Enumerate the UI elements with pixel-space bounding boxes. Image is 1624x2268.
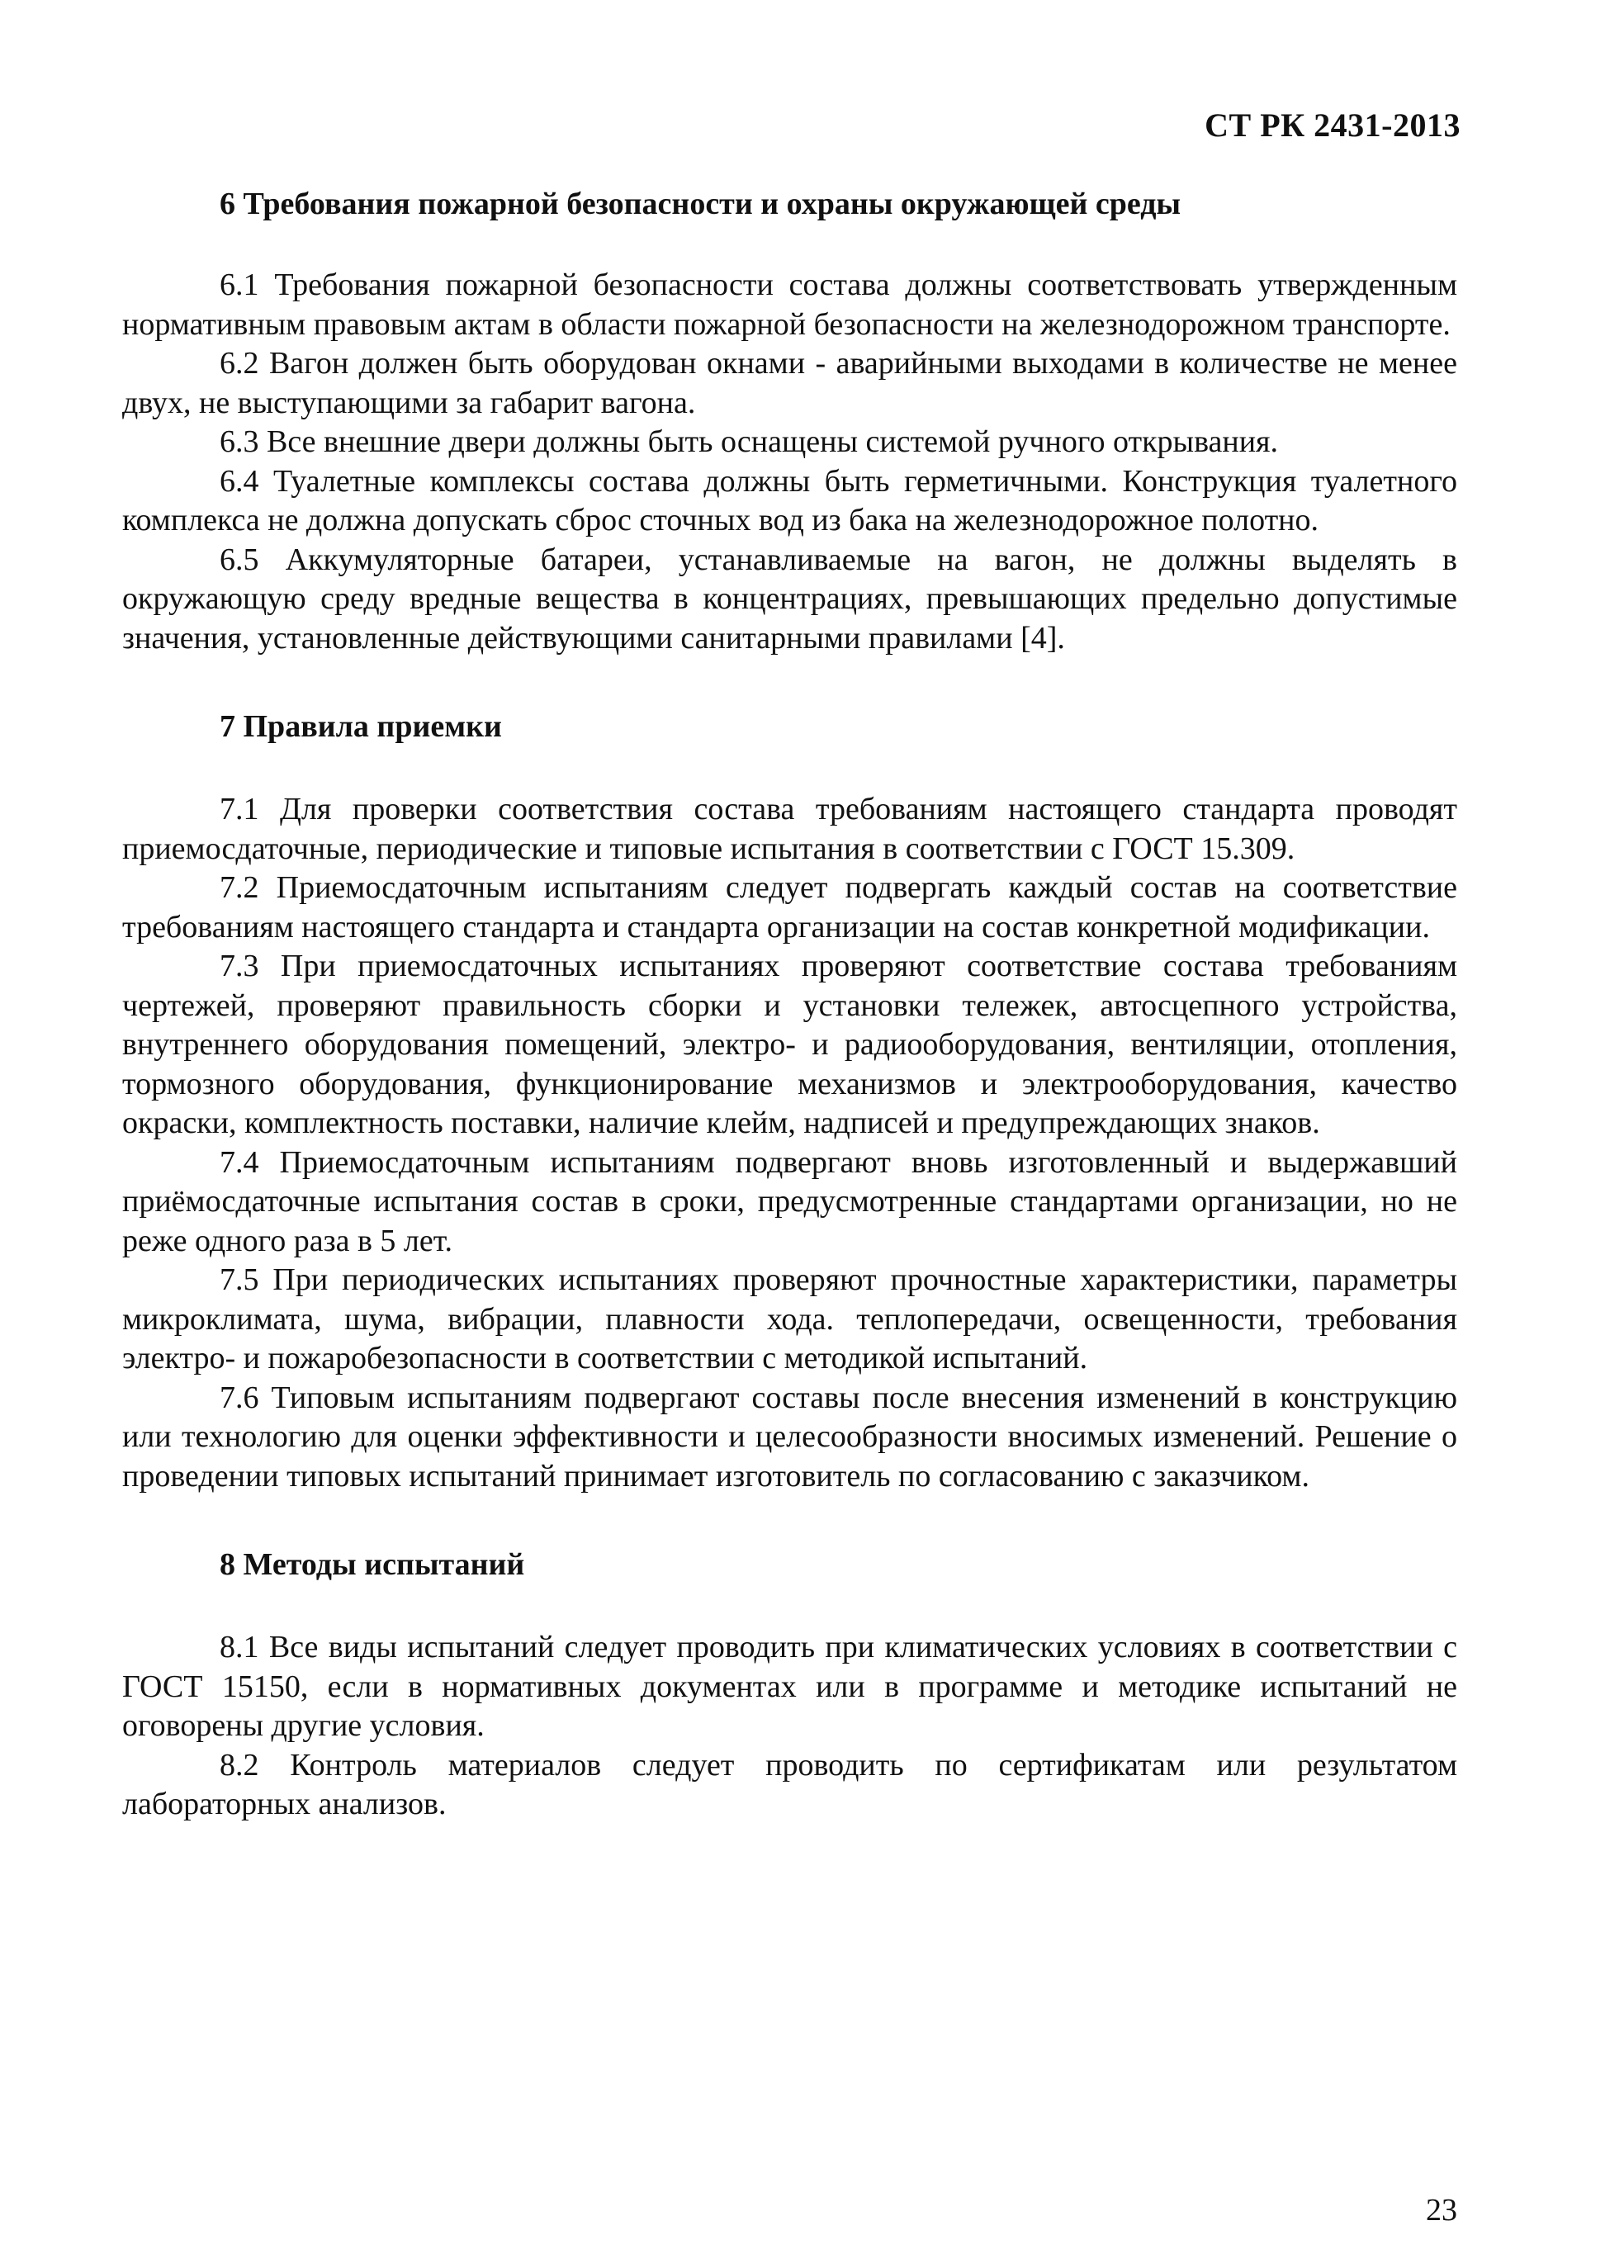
paragraph-7-6: 7.6 Типовым испытаниям подвергают составы после внесения изменений в конструкцию или технологию для оценки эффективности и целесообразности вносимых изменений. Решение о проведении типовых испытаний принимает изготовитель по согласованию с заказчиком. (122, 1380, 1457, 1494)
section-title-6: 6 Требования пожарной безопасности и охраны окружающей среды (220, 187, 1181, 221)
paragraph-8-1: 8.1 Все виды испытаний следует проводить при климатических условиях в соответствии с ГОСТ 15150, если в нормативных документах или в программе и методике испытаний не оговорены другие условия. (122, 1630, 1457, 1743)
paragraph-7-3: 7.3 При приемосдаточных испытаниях проверяют соответствие состава требованиям чертежей, проверяют правильность сборки и установки тележек, автосцепного устройства, внутреннего оборудования помещений, электро- и радиооборудования, вентиляции, отопления, тормозного оборудования, функционирование механизмов и электрооборудования, качество окраски, комплектность поставки, наличие клейм, надписей и предупреждающих знаков. (122, 949, 1457, 1140)
page-number: 23 (1426, 2193, 1457, 2228)
paragraph-7-2: 7.2 Приемосдаточным испытаниям следует подвергать каждый состав на соответствие требованиям настоящего стандарта и стандарта организации на состав конкретной модификации. (122, 870, 1457, 945)
document-body (122, 183, 1457, 1825)
paragraph-6-4: 6.4 Туалетные комплексы состава должны быть герметичными. Конструкция туалетного комплекса не должна допускать сброс сточных вод из бака на железнодорожное полотно. (122, 463, 1457, 537)
document-code-header: СТ РК 2431-2013 (1205, 107, 1461, 144)
paragraph-6-3: 6.3 Все внешние двери должны быть оснащены системой ручного открывания. (220, 424, 1279, 459)
paragraph-6-5: 6.5 Аккумуляторные батареи, устанавливаемые на вагон, не должны выделять в окружающую среду вредные вещества в концентрациях, превышающих предельно допустимые значения, установленные действующими санитарными правилами [4]. (122, 542, 1457, 656)
paragraph-7-4: 7.4 Приемосдаточным испытаниям подвергают вновь изготовленный и выдержавший приёмосдаточные испытания состав в сроки, предусмотренные стандартами организации, но не реже одного раза в 5 лет. (122, 1144, 1457, 1258)
section-title-7: 7 Правила приемки (220, 709, 502, 744)
paragraph-6-2: 6.2 Вагон должен быть оборудован окнами - аварийными выходами в количестве не менее двух, не выступающими за габарит вагона. (122, 346, 1457, 420)
paragraph-8-2: 8.2 Контроль материалов следует проводить по сертификатам или результатом лабораторных анализов. (122, 1747, 1457, 1821)
section-title-8: 8 Методы испытаний (220, 1547, 525, 1582)
paragraph-7-5: 7.5 При периодических испытаниях проверяют прочностные характеристики, параметры микроклимата, шума, вибрации, плавности хода. теплопередачи, освещенности, требования электро- и пожаробезопасности в соответствии с методикой испытаний. (122, 1262, 1457, 1375)
paragraph-6-1: 6.1 Требования пожарной безопасности состава должны соответствовать утвержденным нормативным правовым актам в области пожарной безопасности на железнодорожном транспорте. (122, 268, 1457, 342)
paragraph-7-1: 7.1 Для проверки соответствия состава требованиям настоящего стандарта проводят приемосдаточные, периодические и типовые испытания в соответствии с ГОСТ 15.309. (122, 792, 1457, 866)
